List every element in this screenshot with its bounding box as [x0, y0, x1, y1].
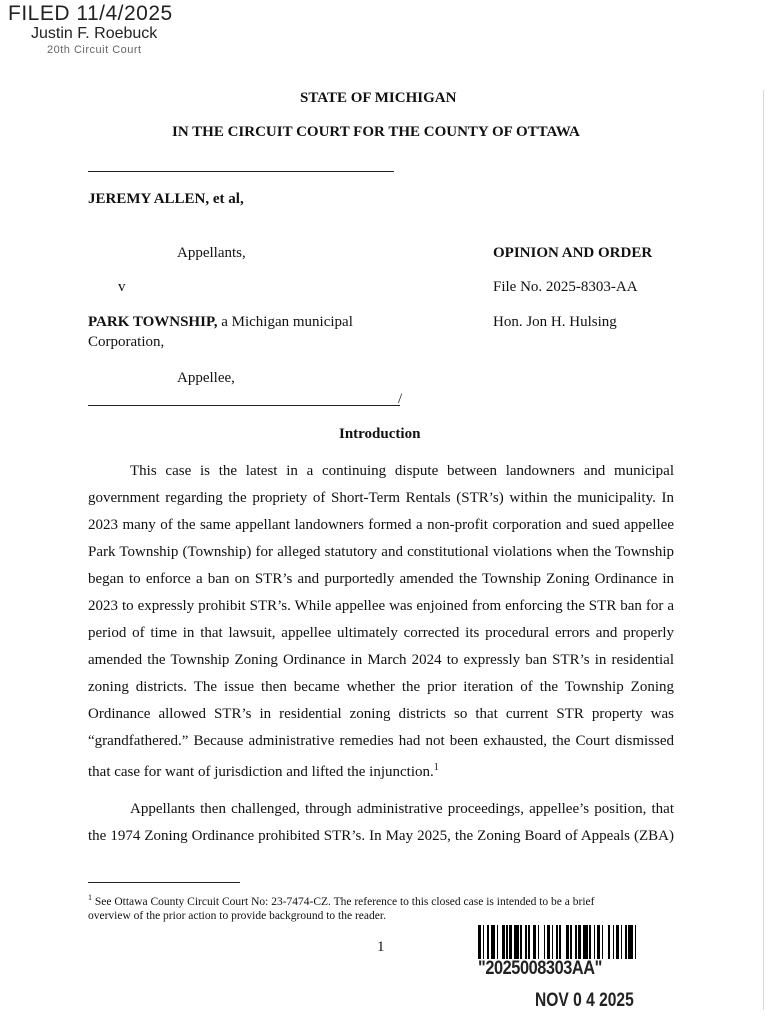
plaintiff-name: JEREMY ALLEN, et al, [88, 191, 244, 207]
defendant-description: a Michigan municipal [217, 314, 353, 330]
filed-stamp: FILED 11/4/2025 [8, 2, 173, 25]
barcode-text: "2025008303AA" [478, 958, 602, 979]
paragraph-1-line: amended the Township Zoning Ordinance in March 2024 to expressly ban STR’s in residential [88, 652, 674, 668]
versus-label: v [118, 279, 126, 295]
footnote-line-1: See Ottawa County Circuit Court No: 23-7474-CZ. The reference to this closed case is intended to be a brief [92, 895, 595, 908]
footnote-rule [88, 882, 240, 883]
state-heading: STATE OF MICHIGAN [300, 90, 457, 106]
judge-name: Hon. Jon H. Hulsing [493, 314, 617, 330]
footnote [88, 891, 678, 923]
caption-top-rule [88, 171, 394, 172]
paragraph-1-line: period of time in that lawsuit, appellee ultimately corrected its procedural errors and properly [88, 625, 674, 641]
paragraph-1-line: zoning districts. The issue then became whether the prior iteration of the Township Zoning [88, 679, 674, 695]
plaintiff-role: Appellants, [177, 245, 246, 261]
section-heading: Introduction [339, 426, 421, 442]
defendant-name: PARK TOWNSHIP, [88, 314, 218, 330]
barcode-bar [636, 925, 639, 959]
court-name-stamp: 20th Circuit Court [47, 44, 142, 56]
paragraph-1-line: 2023 many of the same appellant landowners formed a non-profit corporation and sued appellee [88, 517, 674, 533]
clerk-name: Justin F. Roebuck [31, 25, 158, 42]
paragraph-2-line: Appellants then challenged, through administrative proceedings, appellee’s position, that [130, 801, 674, 817]
file-number: File No. 2025-8303-AA [493, 279, 638, 295]
paragraph-1-line: Park Township (Township) for alleged statutory and constitutional violations when the Township [88, 544, 674, 560]
paragraph-1-last-line [88, 758, 674, 782]
footnote-reference: 1 [433, 762, 439, 773]
paragraph-1-line: “grandfathered.” Because administrative remedies had not been exhausted, the Court dismissed [88, 733, 674, 749]
defendant-line-2: Corporation, [88, 334, 165, 350]
paragraph-1-line: Ordinance allowed STR’s in residential zoning districts so that current STR property was [88, 706, 674, 722]
barcode [478, 925, 640, 959]
footnote-marker: 1 [88, 893, 92, 902]
paragraph-2-line: the 1974 Zoning Ordinance prohibited STR’s. In May 2025, the Zoning Board of Appeals (ZBA) [88, 828, 674, 844]
paragraph-1-line: This case is the latest in a continuing dispute between landowners and municipal [130, 463, 674, 479]
paragraph-1-line: that case for want of jurisdiction and lifted the injunction. [88, 764, 434, 780]
received-date-stamp: NOV 0 4 2025 [535, 990, 634, 1011]
scan-edge-mark [763, 90, 764, 1010]
footnote-line-2: overview of the prior action to provide background to the reader. [88, 909, 386, 922]
court-heading: IN THE CIRCUIT COURT FOR THE COUNTY OF OTTAWA [172, 124, 580, 140]
paragraph-1-line: 2023 to expressly prohibit STR’s. While appellee was enjoined from enforcing the STR ban for a [88, 598, 674, 614]
paragraph-1-line: government regarding the propriety of Short-Term Rentals (STR’s) within the municipality. In [88, 490, 674, 506]
defendant-line-1 [88, 312, 353, 332]
document-title: OPINION AND ORDER [493, 245, 653, 261]
defendant-role: Appellee, [177, 370, 235, 386]
caption-slash: / [398, 391, 403, 407]
paragraph-1-line: began to enforce a ban on STR’s and purportedly amended the Township Zoning Ordinance in [88, 571, 674, 587]
caption-bottom-rule [88, 405, 400, 406]
page-number: 1 [377, 939, 385, 955]
